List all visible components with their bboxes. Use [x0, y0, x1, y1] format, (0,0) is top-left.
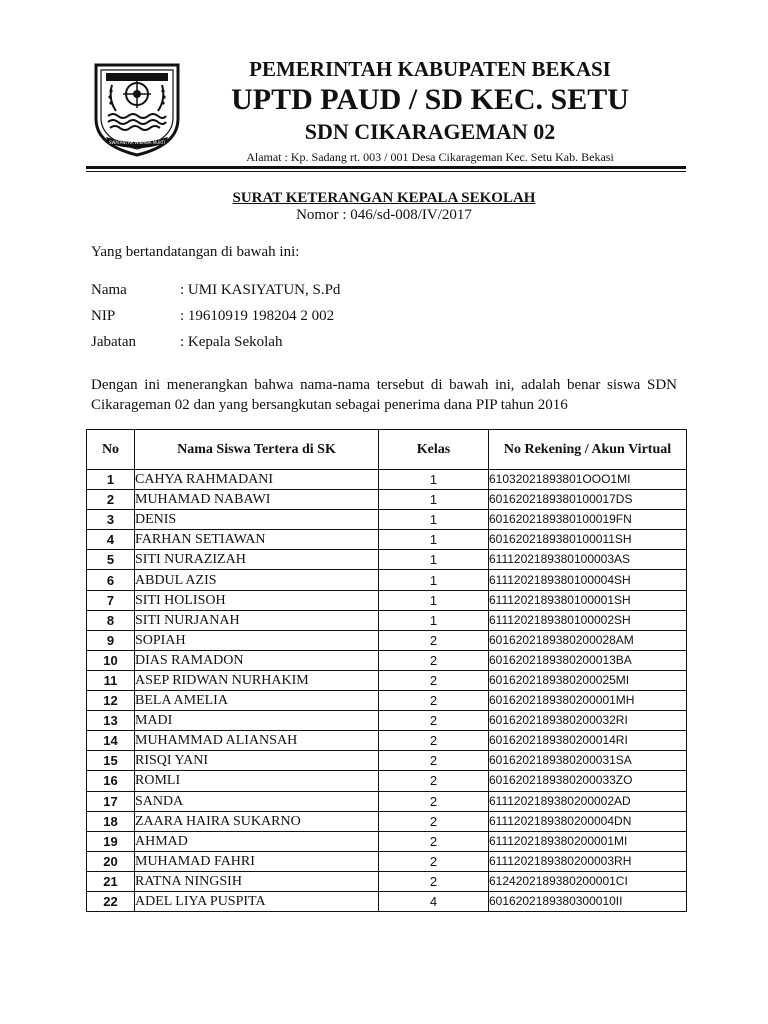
regency-emblem-logo — [92, 61, 182, 158]
row-no: 15 — [87, 751, 135, 771]
letter-title: SURAT KETERANGAN KEPALA SEKOLAH — [232, 190, 536, 206]
table-row — [87, 731, 687, 751]
office-name: UPTD PAUD / SD KEC. SETU — [231, 83, 629, 116]
row-no: 21 — [87, 871, 135, 891]
row-kelas: 2 — [379, 871, 489, 891]
school-name: SDN CIKARAGEMAN 02 — [304, 119, 556, 144]
table-row — [87, 670, 687, 690]
letterhead-divider-thick — [86, 166, 686, 169]
row-nama: FARHAN SETIAWAN — [135, 530, 379, 550]
row-nama: MADI — [135, 711, 379, 731]
row-no: 3 — [87, 510, 135, 530]
field-label-nama: Nama — [91, 282, 127, 298]
row-nama: SITI NURJANAH — [135, 610, 379, 630]
table-row — [87, 691, 687, 711]
row-nama: ASEP RIDWAN NURHAKIM — [135, 670, 379, 690]
row-nama: SANDA — [135, 791, 379, 811]
header-rekening: No Rekening / Akun Virtual — [489, 430, 687, 470]
row-nama: RISQI YANI — [135, 751, 379, 771]
row-no: 20 — [87, 851, 135, 871]
row-kelas: 2 — [379, 630, 489, 650]
row-rekening: 6016202189380200028AM — [489, 630, 687, 650]
row-nama: SOPIAH — [135, 630, 379, 650]
row-no: 22 — [87, 891, 135, 911]
table-row — [87, 490, 687, 510]
table-row — [87, 510, 687, 530]
row-kelas: 2 — [379, 731, 489, 751]
row-kelas: 1 — [379, 550, 489, 570]
row-rekening: 6111202189380200001MI — [489, 831, 687, 851]
row-kelas: 2 — [379, 711, 489, 731]
table-row — [87, 570, 687, 590]
field-value-jabatan: : Kepala Sekolah — [180, 334, 283, 350]
statement-paragraph: Dengan ini menerangkan bahwa nama-nama tersebut di bawah ini, adalah benar siswa SDN Cikarageman 02 dan yang bersangkutan sebagai penerima dana PIP tahun 2016 — [91, 377, 677, 413]
row-no: 18 — [87, 811, 135, 831]
row-rekening: 6016202189380300010II — [489, 891, 687, 911]
table-row — [87, 610, 687, 630]
row-rekening: 6016202189380200001MH — [489, 691, 687, 711]
row-rekening: 6016202189380100017DS — [489, 490, 687, 510]
row-kelas: 1 — [379, 570, 489, 590]
row-kelas: 2 — [379, 751, 489, 771]
row-nama: AHMAD — [135, 831, 379, 851]
intro-text: Yang bertandatangan di bawah ini: — [91, 244, 300, 260]
table-row — [87, 791, 687, 811]
row-kelas: 1 — [379, 490, 489, 510]
row-rekening: 6111202189380100003AS — [489, 550, 687, 570]
row-rekening: 6111202189380100001SH — [489, 590, 687, 610]
row-no: 9 — [87, 630, 135, 650]
row-no: 6 — [87, 570, 135, 590]
field-value-nama: : UMI KASIYATUN, S.Pd — [180, 282, 341, 298]
letterhead-divider-thin — [86, 171, 686, 172]
table-row — [87, 630, 687, 650]
table-row — [87, 751, 687, 771]
row-rekening: 6016202189380200031SA — [489, 751, 687, 771]
table-row — [87, 891, 687, 911]
header-kelas: Kelas — [379, 430, 489, 470]
school-address: Alamat : Kp. Sadang rt. 003 / 001 Desa Cikarageman Kec. Setu Kab. Bekasi — [246, 150, 614, 164]
row-nama: SITI NURAZIZAH — [135, 550, 379, 570]
table-row — [87, 711, 687, 731]
row-nama: MUHAMMAD ALIANSAH — [135, 731, 379, 751]
letterhead — [210, 57, 650, 165]
row-kelas: 1 — [379, 590, 489, 610]
row-no: 8 — [87, 610, 135, 630]
row-kelas: 2 — [379, 791, 489, 811]
svg-text:SWATANTRA WIBAWA MUKTI: SWATANTRA WIBAWA MUKTI — [108, 140, 166, 145]
header-no: No — [87, 430, 135, 470]
table-row — [87, 470, 687, 490]
government-name: PEMERINTAH KABUPATEN BEKASI — [249, 57, 611, 81]
row-no: 5 — [87, 550, 135, 570]
row-kelas: 1 — [379, 510, 489, 530]
row-kelas: 1 — [379, 610, 489, 630]
table-row — [87, 550, 687, 570]
row-no: 7 — [87, 590, 135, 610]
field-value-nip: : 19610919 198204 2 002 — [180, 308, 335, 324]
row-nama: ROMLI — [135, 771, 379, 791]
table-row — [87, 650, 687, 670]
field-label-nip: NIP — [91, 308, 116, 324]
row-no: 17 — [87, 791, 135, 811]
row-kelas: 1 — [379, 470, 489, 490]
row-rekening: 6111202189380200003RH — [489, 851, 687, 871]
row-nama: MUHAMAD FAHRI — [135, 851, 379, 871]
row-nama: BELA AMELIA — [135, 691, 379, 711]
row-no: 14 — [87, 731, 135, 751]
row-nama: ADEL LIYA PUSPITA — [135, 891, 379, 911]
table-row — [87, 811, 687, 831]
row-kelas: 1 — [379, 530, 489, 550]
table-row — [87, 871, 687, 891]
table-row — [87, 590, 687, 610]
row-no: 13 — [87, 711, 135, 731]
row-nama: MUHAMAD NABAWI — [135, 490, 379, 510]
row-rekening: 6111202189380100002SH — [489, 610, 687, 630]
row-no: 11 — [87, 670, 135, 690]
letter-number: Nomor : 046/sd-008/IV/2017 — [296, 207, 472, 223]
row-rekening: 6016202189380200032RI — [489, 711, 687, 731]
table-row — [87, 771, 687, 791]
letter-title-block — [0, 190, 768, 224]
row-no: 10 — [87, 650, 135, 670]
row-rekening: 6111202189380100004SH — [489, 570, 687, 590]
row-nama: ABDUL AZIS — [135, 570, 379, 590]
student-table — [86, 429, 687, 912]
header-nama: Nama Siswa Tertera di SK — [135, 430, 379, 470]
row-nama: ZAARA HAIRA SUKARNO — [135, 811, 379, 831]
row-kelas: 2 — [379, 691, 489, 711]
row-rekening: 6016202189380200033ZO — [489, 771, 687, 791]
table-header-row — [87, 430, 687, 470]
row-nama: DIAS RAMADON — [135, 650, 379, 670]
row-no: 16 — [87, 771, 135, 791]
row-nama: DENIS — [135, 510, 379, 530]
table-row — [87, 831, 687, 851]
row-nama: CAHYA RAHMADANI — [135, 470, 379, 490]
row-rekening: 6111202189380200004DN — [489, 811, 687, 831]
row-rekening: 6016202189380100011SH — [489, 530, 687, 550]
row-kelas: 2 — [379, 670, 489, 690]
row-rekening: 6111202189380200002AD — [489, 791, 687, 811]
row-no: 2 — [87, 490, 135, 510]
row-kelas: 2 — [379, 851, 489, 871]
row-kelas: 2 — [379, 650, 489, 670]
row-no: 19 — [87, 831, 135, 851]
row-nama: RATNA NINGSIH — [135, 871, 379, 891]
row-rekening: 61032021893801OOO1MI — [489, 470, 687, 490]
row-nama: SITI HOLISOH — [135, 590, 379, 610]
row-no: 4 — [87, 530, 135, 550]
table-row — [87, 851, 687, 871]
row-kelas: 2 — [379, 771, 489, 791]
row-rekening: 6124202189380200001CI — [489, 871, 687, 891]
row-rekening: 6016202189380100019FN — [489, 510, 687, 530]
row-rekening: 6016202189380200013BA — [489, 650, 687, 670]
row-rekening: 6016202189380200014RI — [489, 731, 687, 751]
row-kelas: 4 — [379, 891, 489, 911]
row-rekening: 6016202189380200025MI — [489, 670, 687, 690]
row-no: 1 — [87, 470, 135, 490]
table-row — [87, 530, 687, 550]
row-kelas: 2 — [379, 831, 489, 851]
shield-icon — [92, 61, 182, 158]
row-kelas: 2 — [379, 811, 489, 831]
row-no: 12 — [87, 691, 135, 711]
field-label-jabatan: Jabatan — [91, 334, 136, 350]
